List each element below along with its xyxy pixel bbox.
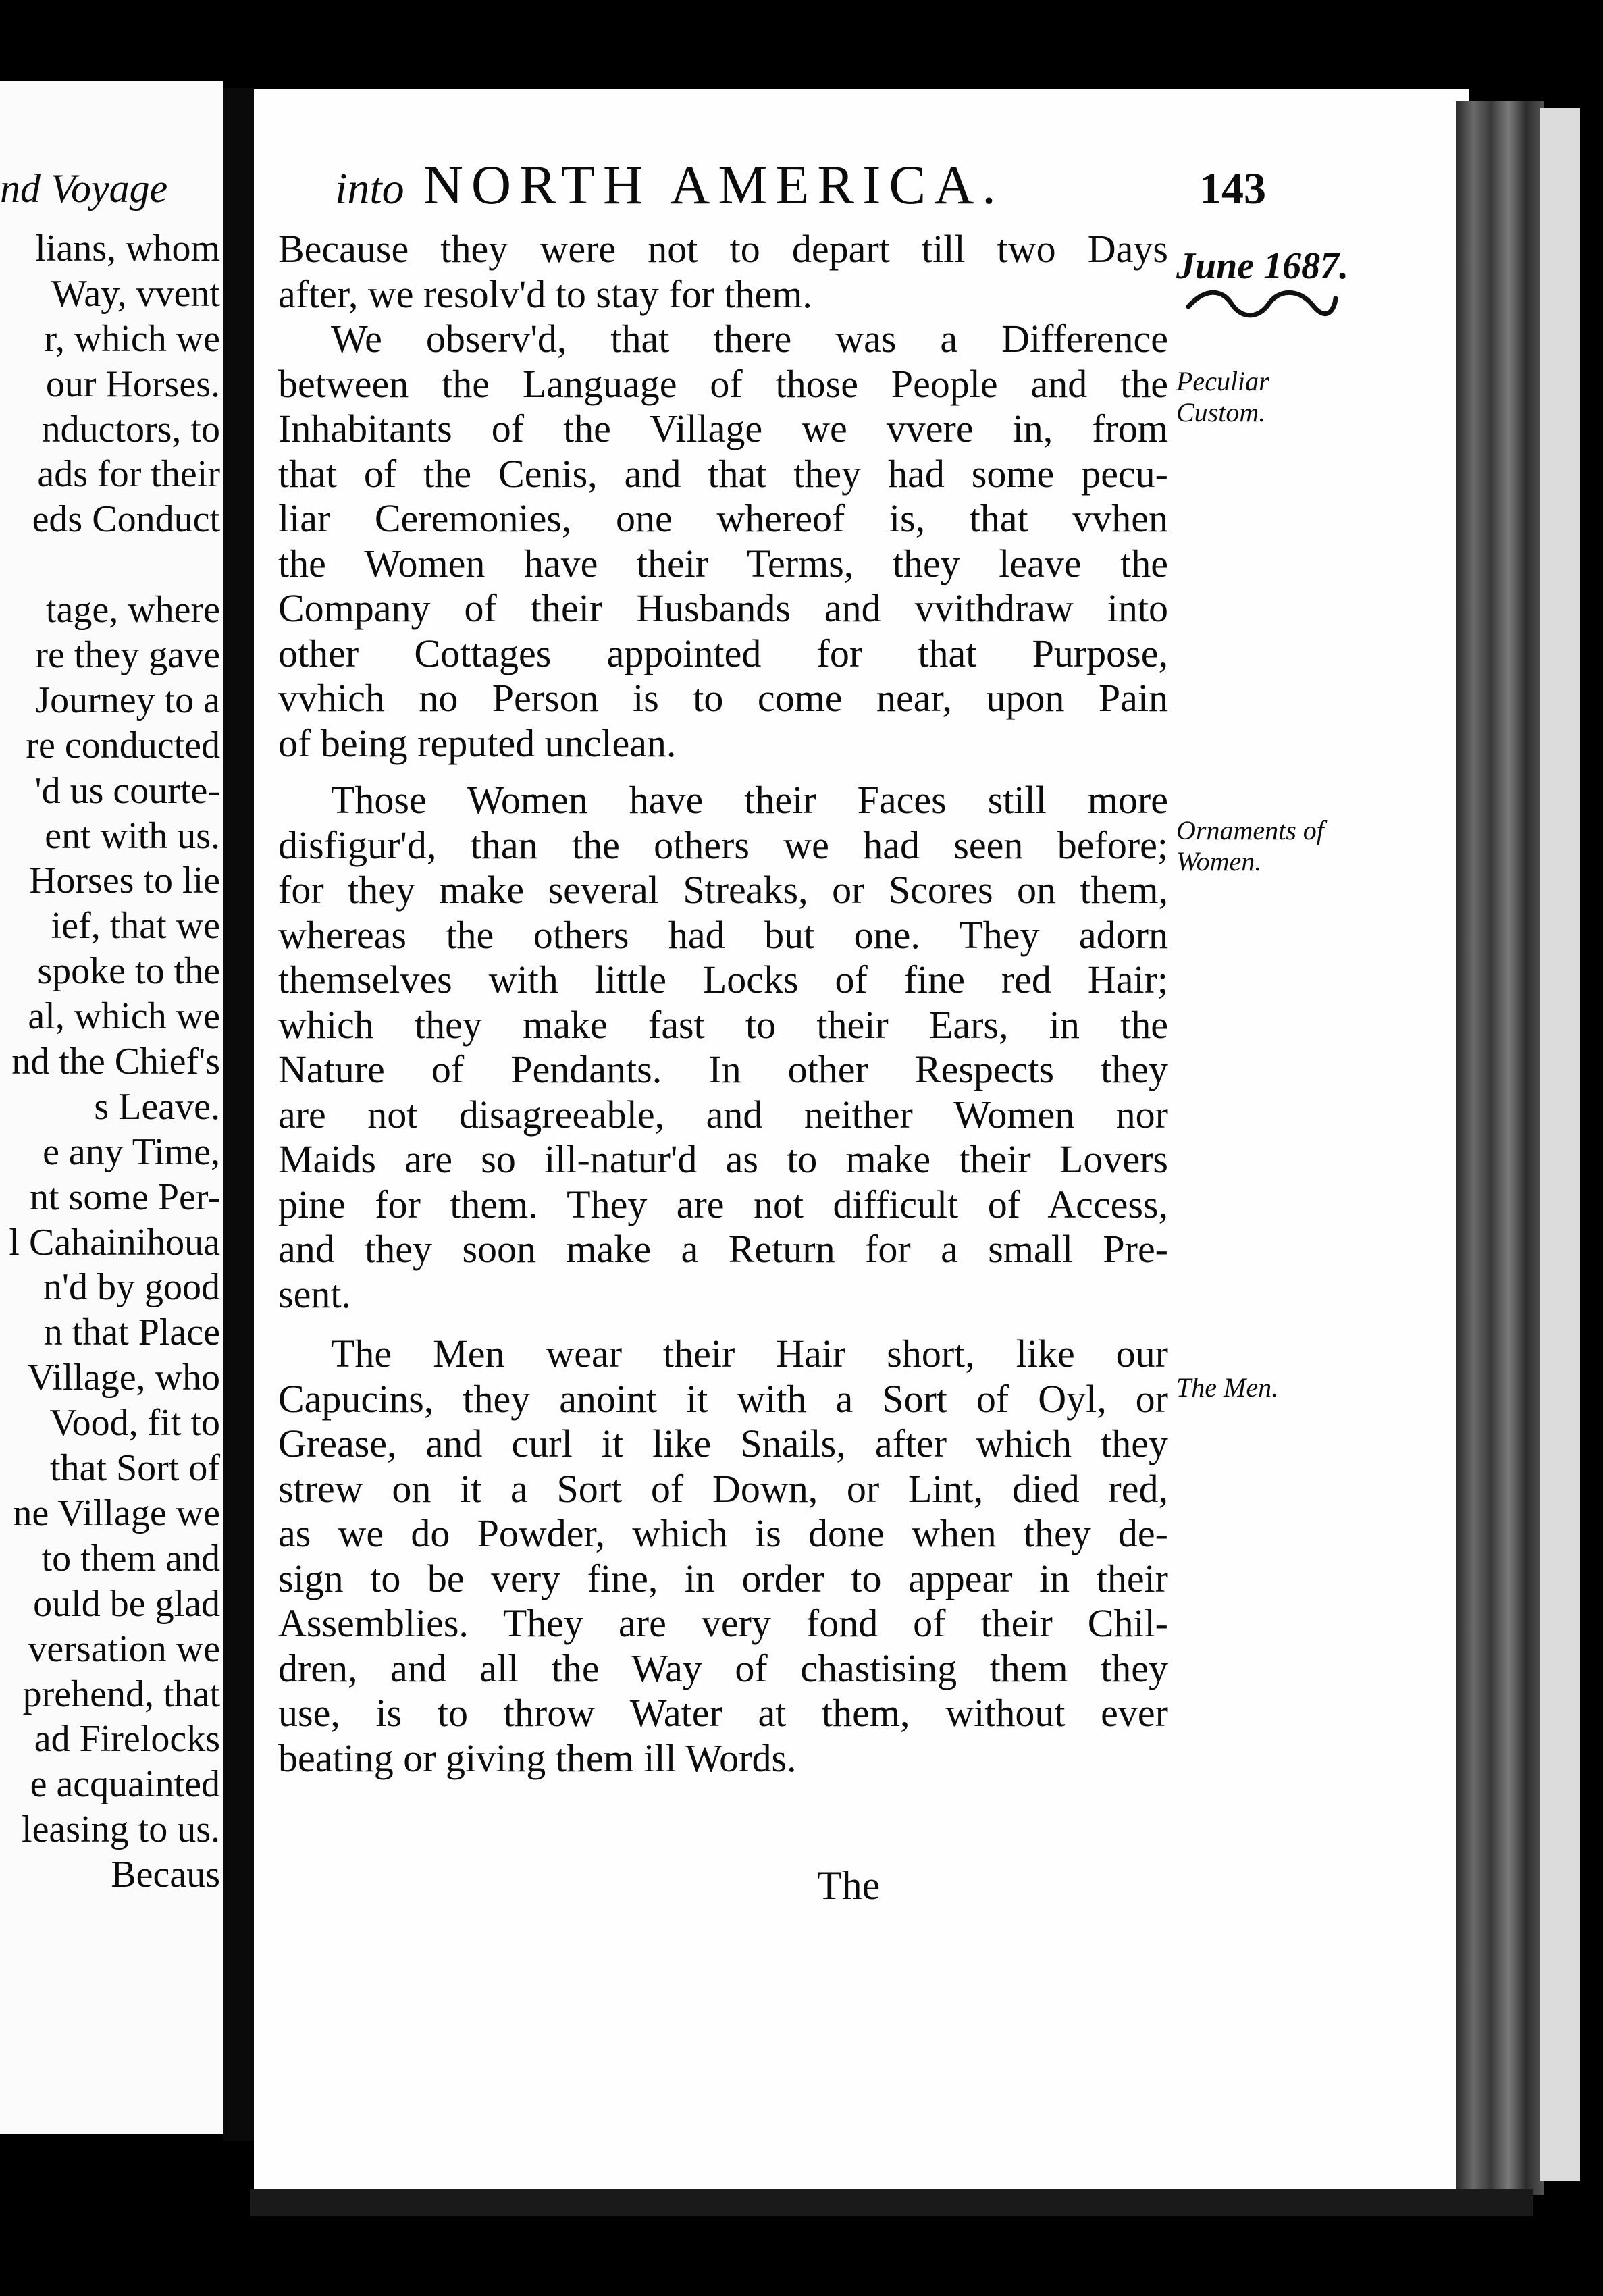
body-line: whereas the others had but one. They adorn [278, 912, 1168, 957]
left-page-line: Horses to lie [28, 860, 220, 902]
body-line: sign to be very fine, in order to appear in their [278, 1556, 1168, 1600]
left-page-line: eds Conduct [32, 498, 220, 541]
left-page-line: our Horses. [45, 363, 220, 405]
left-page-line: versation we [28, 1627, 220, 1670]
left-page-line: ent with us. [45, 814, 220, 857]
left-page-line: r, which we [44, 317, 220, 360]
left-page-line: s Leave. [94, 1085, 220, 1128]
body-line: for they make several Streaks, or Scores on them, [278, 868, 1168, 912]
body-line: Because they were not to depart till two Days [278, 227, 1168, 271]
body-line: Those Women have their Faces still more [331, 778, 1168, 822]
left-page-line: ad Firelocks [34, 1718, 220, 1760]
body-line: beating or giving them ill Words. [278, 1736, 797, 1780]
left-page-line: prehend, that [22, 1673, 220, 1715]
left-page-header: nd Voyage [0, 166, 168, 211]
left-page-line: re conducted [26, 724, 220, 766]
left-facing-page [0, 81, 223, 2134]
book-gutter [223, 88, 254, 2141]
body-line: sent. [278, 1272, 351, 1316]
body-line: vvhich no Person is to come near, upon Pain [278, 676, 1168, 720]
page-edges [1456, 101, 1544, 2195]
left-page-line: al, which we [28, 995, 220, 1038]
body-line: themselves with little Locks of fine red Hair; [278, 958, 1168, 1001]
bottom-edge [250, 2189, 1533, 2216]
left-page-line: n that Place [43, 1311, 220, 1354]
header-into: into [335, 164, 404, 213]
body-line: between the Language of those People and the [278, 361, 1168, 406]
left-page-line: ads for their [37, 453, 220, 496]
left-page-line: Journey to a [35, 679, 220, 721]
body-line: Inhabitants of the Village we vvere in, from [278, 407, 1168, 450]
left-page-line: ould be glad [33, 1582, 220, 1625]
left-page-line: nd the Chief's [11, 1041, 220, 1083]
left-page-line: Way, vvent [51, 272, 220, 315]
left-page-line: Vood, fit to [49, 1402, 220, 1444]
left-page-line: re they gave [35, 634, 220, 677]
left-page-line: e acquainted [30, 1763, 220, 1806]
swash-ornament-icon [1184, 285, 1340, 325]
body-line: the Women have their Terms, they leave the [278, 541, 1168, 585]
body-line: We observ'd, that there was a Difference [331, 317, 1168, 361]
body-line: after, we resolv'd to stay for them. [278, 271, 812, 316]
body-line: Grease, and curl it like Snails, after which they [278, 1421, 1168, 1465]
left-page-line: n'd by good [43, 1266, 220, 1309]
body-line: liar Ceremonies, one whereof is, that vvhen [278, 496, 1168, 540]
left-page-line: Becaus [111, 1854, 220, 1896]
left-page-text [0, 226, 220, 1898]
body-line: other Cottages appointed for that Purpose, [278, 631, 1168, 675]
body-line: Maids are so ill-natur'd as to make their Lovers [278, 1137, 1168, 1181]
body-line: Capucins, they anoint it with a Sort of Oyl, or [278, 1376, 1168, 1421]
header-title: NORTH AMERICA. [423, 154, 1004, 215]
left-page-line: tage, where [45, 589, 220, 631]
body-line: use, is to throw Water at them, without ever [278, 1691, 1168, 1735]
body-line: are not disagreeable, and neither Women nor [278, 1092, 1168, 1137]
body-line: of being reputed unclean. [278, 721, 677, 765]
left-page-line: spoke to the [37, 950, 220, 993]
body-line: which they make fast to their Ears, in the [278, 1002, 1168, 1047]
body-line: Nature of Pendants. In other Respects they [278, 1047, 1168, 1091]
margin-note-date: June 1687. [1176, 245, 1349, 287]
body-line: dren, and all the Way of chastising them they [278, 1646, 1168, 1690]
left-page-line: ne Village we [13, 1492, 220, 1534]
book-cover-edge [1540, 108, 1580, 2181]
body-line: Company of their Husbands and vvithdraw into [278, 586, 1168, 630]
left-page-line: ief, that we [51, 905, 220, 947]
body-line: strew on it a Sort of Down, or Lint, died red, [278, 1466, 1168, 1511]
margin-note-the-men: The Men. [1176, 1372, 1279, 1403]
left-page-line: l Cahainihoua [9, 1221, 220, 1263]
body-line: as we do Powder, which is done when they de- [278, 1511, 1168, 1555]
left-page-line: e any Time, [43, 1130, 220, 1173]
left-page-line: leasing to us. [22, 1808, 220, 1851]
body-line: pine for them. They are not difficult of Access, [278, 1182, 1168, 1226]
left-page-line [0, 542, 220, 588]
running-header [335, 153, 1004, 217]
left-page-line: nductors, to [41, 408, 220, 450]
margin-note-ornaments: Ornaments of Women. [1176, 815, 1324, 877]
left-page-line: to them and [41, 1537, 220, 1580]
body-line: that of the Cenis, and that they had some pecu- [278, 451, 1168, 496]
body-line: The Men wear their Hair short, like our [331, 1332, 1168, 1376]
left-page-line: Village, who [27, 1357, 220, 1399]
body-line: and they soon make a Return for a small Pre- [278, 1227, 1168, 1271]
page-number: 143 [1199, 164, 1266, 213]
left-page-line: nt some Per- [30, 1176, 220, 1218]
body-line: Assemblies. They are very fond of their Chil- [278, 1601, 1168, 1645]
left-page-line: lians, whom [35, 228, 220, 269]
left-page-line: 'd us courte- [34, 769, 220, 812]
left-page-line: that Sort of [50, 1447, 220, 1490]
body-line: disfigur'd, than the others we had seen before; [278, 823, 1168, 867]
catchword: The [817, 1863, 881, 1908]
margin-note-peculiar-custom: Peculiar Custom. [1176, 366, 1269, 427]
